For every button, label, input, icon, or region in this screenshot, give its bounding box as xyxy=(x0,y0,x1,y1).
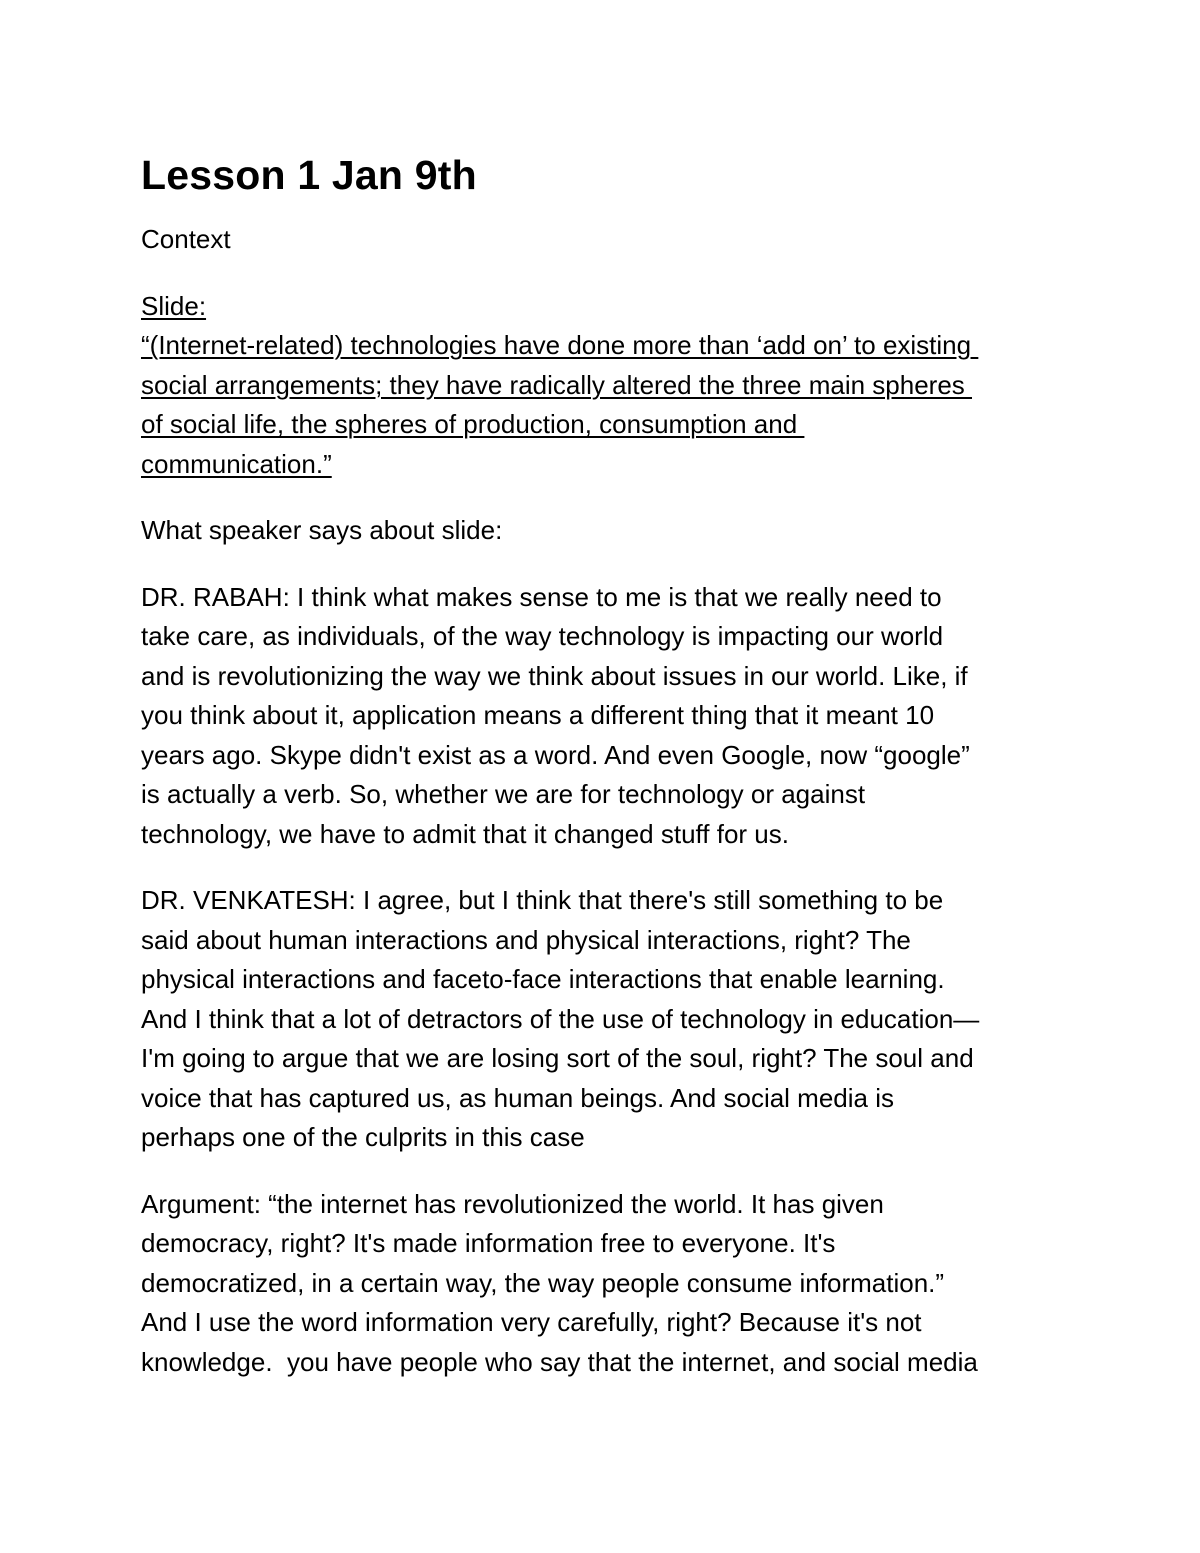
venkatesh-line: voice that has captured us, as human beings. And social media is xyxy=(141,1082,894,1113)
slide-quote-line: “(Internet-related) technologies have done more than ‘add on’ to existing xyxy=(141,330,979,360)
argument-line: knowledge. you have people who say that the internet, and social media xyxy=(141,1346,978,1377)
speaker-intro: What speaker says about slide: xyxy=(141,515,503,545)
venkatesh-line: said about human interactions and physical interactions, right? The xyxy=(141,924,911,955)
spacer xyxy=(141,260,1071,287)
spacer xyxy=(141,854,1071,881)
venkatesh-line: And I think that a lot of detractors of the use of technology in education— xyxy=(141,1003,980,1034)
argument-line: And I use the word information very carefully, right? Because it's not xyxy=(141,1307,922,1337)
slide-quote-line: social arrangements; they have radically altered the three main spheres xyxy=(141,369,972,400)
spacer xyxy=(141,484,1071,511)
rabah-line: take care, as individuals, of the way technology is impacting our world xyxy=(141,621,944,651)
slide-quote-block xyxy=(141,287,1071,485)
argument-line: democratized, in a certain way, the way people consume information.” xyxy=(141,1267,945,1298)
slide-quote-line: of social life, the spheres of production, consumption and xyxy=(141,409,805,439)
rabah-paragraph xyxy=(141,578,1071,855)
venkatesh-paragraph xyxy=(141,881,1071,1158)
venkatesh-line: DR. VENKATESH: I agree, but I think that there's still something to be xyxy=(141,885,944,915)
venkatesh-line: physical interactions and faceto-face interactions that enable learning. xyxy=(141,964,945,994)
venkatesh-line: perhaps one of the culprits in this case xyxy=(141,1122,585,1152)
venkatesh-line: I'm going to argue that we are losing sort of the soul, right? The soul and xyxy=(141,1043,974,1073)
argument-line: democracy, right? It's made information free to everyone. It's xyxy=(141,1228,836,1258)
spacer xyxy=(141,551,1071,578)
context-label: Context xyxy=(141,224,231,254)
rabah-line: you think about it, application means a different thing that it meant 10 xyxy=(141,700,935,730)
rabah-line: and is revolutionizing the way we think about issues in our world. Like, if xyxy=(141,660,968,691)
spacer xyxy=(141,1158,1071,1185)
argument-line: Argument: “the internet has revolutionized the world. It has given xyxy=(141,1188,884,1219)
document-body xyxy=(141,150,1071,1382)
rabah-line: technology, we have to admit that it changed stuff for us. xyxy=(141,818,789,849)
slide-quote-line: communication.” xyxy=(141,448,332,479)
rabah-line: DR. RABAH: I think what makes sense to me is that we really need to xyxy=(141,581,942,612)
slide-label: Slide: xyxy=(141,290,207,321)
document-title: Lesson 1 Jan 9th xyxy=(141,152,477,198)
argument-paragraph xyxy=(141,1185,1071,1383)
rabah-line: years ago. Skype didn't exist as a word. And even Google, now “google” xyxy=(141,739,970,770)
rabah-line: is actually a verb. So, whether we are for technology or against xyxy=(141,779,866,809)
